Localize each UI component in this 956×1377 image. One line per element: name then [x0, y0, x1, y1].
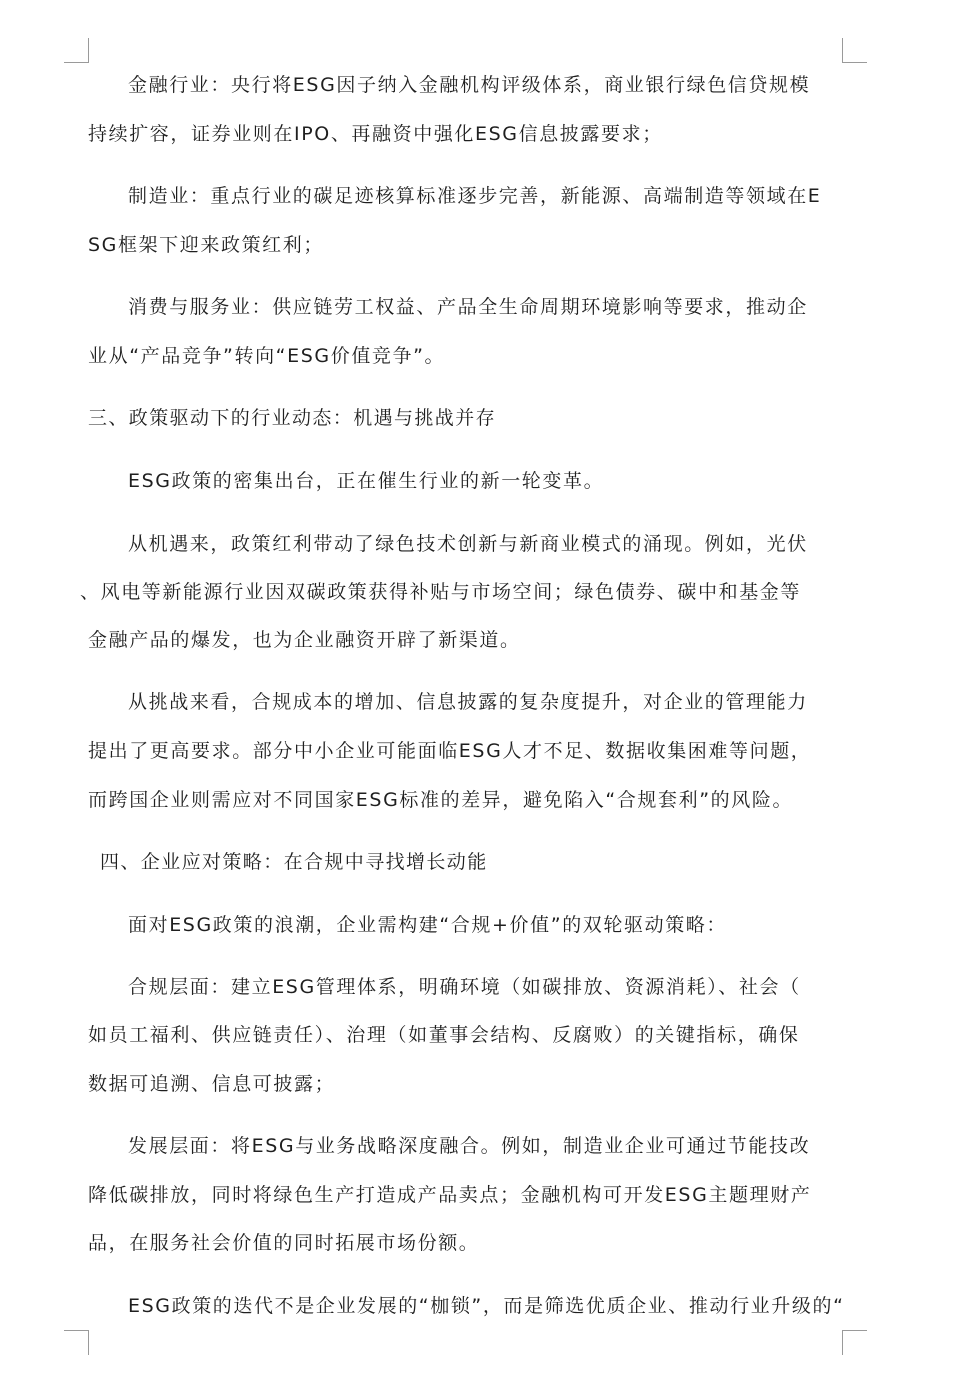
paragraph-finance-line-1: 金融行业：央行将ESG因子纳入金融机构评级体系，商业银行绿色信贷规模	[128, 74, 811, 96]
section-heading-4: 四、企业应对策略：在合规中寻找增长动能	[100, 851, 488, 873]
paragraph-compliance-line-2: 如员工福利、供应链责任）、治理（如董事会结构、反腐败）的关键指标，确保	[88, 1024, 800, 1046]
crop-mark-bottom-left	[64, 1330, 89, 1355]
paragraph-challenge-line-3: 而跨国企业则需应对不同国家ESG标准的差异，避免陷入“合规套利”的风险。	[88, 789, 794, 811]
paragraph-finance-line-2: 持续扩容，证券业则在IPO、再融资中强化ESG信息披露要求；	[88, 123, 663, 145]
paragraph-consumer-line-2: 业从“产品竞争”转向“ESG价值竞争”。	[88, 345, 446, 367]
paragraph-development-line-2: 降低碳排放，同时将绿色生产打造成产品卖点；金融机构可开发ESG主题理财产	[88, 1184, 812, 1206]
paragraph-consumer-line-1: 消费与服务业：供应链劳工权益、产品全生命周期环境影响等要求，推动企	[128, 296, 808, 318]
section-heading-3: 三、政策驱动下的行业动态：机遇与挑战并存	[88, 407, 497, 429]
paragraph-compliance-line-3: 数据可追溯、信息可披露；	[88, 1073, 336, 1095]
paragraph-development-line-3: 品，在服务社会价值的同时拓展市场份额。	[88, 1232, 480, 1254]
paragraph-conclusion-line-1: ESG政策的迭代不是企业发展的“枷锁”，而是筛选优质企业、推动行业升级的“	[128, 1295, 845, 1317]
paragraph-opportunity-line-3: 金融产品的爆发，也为企业融资开辟了新渠道。	[88, 629, 521, 651]
paragraph-strategy-intro-line-1: 面对ESG政策的浪潮，企业需构建“合规+价值”的双轮驱动策略：	[128, 914, 727, 936]
crop-mark-top-left	[64, 38, 89, 63]
paragraph-opportunity-line-2: 、风电等新能源行业因双碳政策获得补贴与市场空间；绿色债券、碳中和基金等	[80, 581, 802, 603]
paragraph-intro-line-1: ESG政策的密集出台，正在催生行业的新一轮变革。	[128, 470, 605, 492]
crop-mark-bottom-right	[842, 1330, 867, 1355]
paragraph-challenge-line-1: 从挑战来看，合规成本的增加、信息披露的复杂度提升，对企业的管理能力	[128, 691, 808, 713]
paragraph-development-line-1: 发展层面：将ESG与业务战略深度融合。例如，制造业企业可通过节能技改	[128, 1135, 811, 1157]
crop-mark-top-right	[842, 38, 867, 63]
paragraph-manufacturing-line-1: 制造业：重点行业的碳足迹核算标准逐步完善，新能源、高端制造等领域在E	[128, 185, 822, 207]
paragraph-challenge-line-2: 提出了更高要求。部分中小企业可能面临ESG人才不足、数据收集困难等问题，	[88, 740, 812, 762]
paragraph-manufacturing-line-2: SG框架下迎来政策红利；	[88, 234, 324, 256]
paragraph-opportunity-line-1: 从机遇来，政策红利带动了绿色技术创新与新商业模式的涌现。例如，光伏	[128, 533, 808, 555]
paragraph-compliance-line-1: 合规层面：建立ESG管理体系，明确环境（如碳排放、资源消耗）、社会（	[128, 976, 801, 998]
